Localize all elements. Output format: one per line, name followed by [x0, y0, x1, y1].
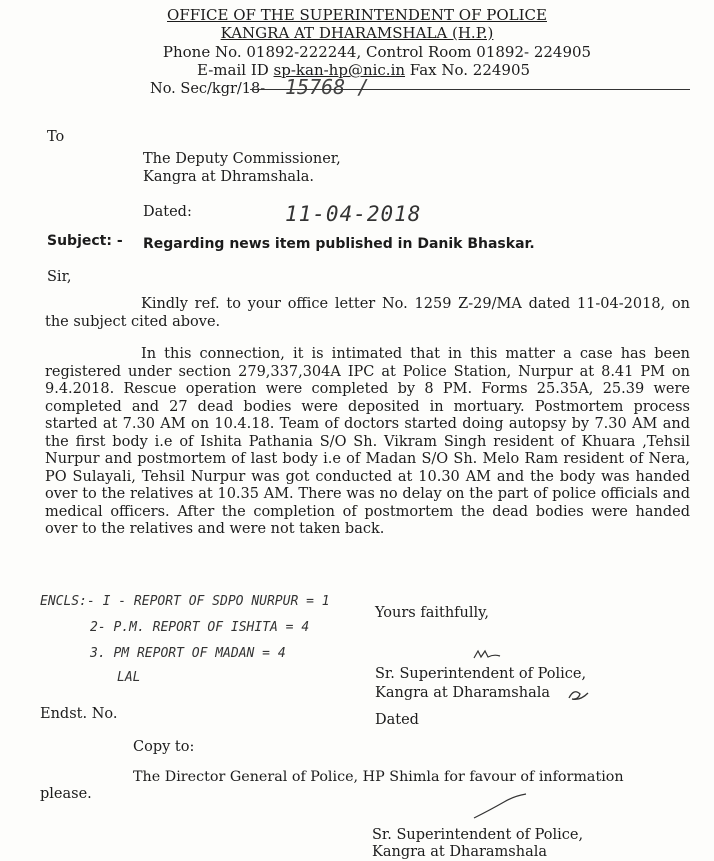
copy-please: please.: [40, 786, 92, 802]
office-title: OFFICE OF THE SUPERINTENDENT OF POLICE: [167, 6, 547, 24]
signature-initials: [472, 648, 502, 662]
salutation: Sir,: [47, 269, 72, 285]
email-label: E-mail ID: [197, 61, 274, 79]
endorsement-signature: [470, 792, 530, 822]
addressee-line-1: The Deputy Commissioner,: [143, 151, 341, 167]
office-location: KANGRA AT DHARAMSHALA (H.P.): [220, 24, 494, 42]
closing-yours-faithfully: Yours faithfully,: [375, 605, 490, 621]
header-rule: [250, 89, 690, 90]
subject-label: Subject: -: [47, 233, 123, 249]
reference-label: No. Sec/kgr/18-: [150, 81, 266, 97]
office-phone: Phone No. 01892-222244, Control Room 01892- 224905: [162, 43, 592, 61]
closing-place: Kangra at Dharamshala: [375, 685, 551, 701]
endorsement-number-label: Endst. No.: [40, 706, 118, 722]
enclosure-line-3: 3. PM REPORT OF MADAN = 4: [90, 646, 286, 661]
signature-flourish: [566, 686, 592, 704]
body-paragraph-2: In this connection, it is intimated that in this matter a case has been registered under section 279,337,304A IPC at Police Station, Nurpur at 8.41 PM on 9.4.2018. Rescue operation were completed by 8 PM. Forms 25.35A, 25.39 were completed and 27 dead bodies were deposited in mortuary. Postmortem process started at 7.30 AM on 10.4.18. Team of doctors started doing autopsy by 7.30 AM and the first body i.e of Ishita Pathania S/O Sh. Vikram Singh resident of Khuara ,Tehsil Nurpur and postmortem of last body i.e of Madan S/O Sh. Melo Ram resident of Nera, PO Sulayali, Tehsil Nurpur was got conducted at 10.30 AM and the body was handed over to the relatives at 10.35 AM. There was no delay on the part of police officials and medical officers. After the completion of postmortem the dead bodies were handed over to the relatives and were not taken back.: [45, 346, 690, 537]
subject-text: Regarding news item published in Danik Bhaskar.: [143, 236, 535, 252]
enclosure-line-1: ENCLS:- I - REPORT OF SDPO NURPUR = 1: [40, 594, 330, 609]
copy-recipient: The Director General of Police, HP Shimla for favour of information: [133, 769, 624, 785]
to-label: To: [47, 129, 65, 145]
closing-designation: Sr. Superintendent of Police,: [375, 666, 587, 682]
endorsement-designation: Sr. Superintendent of Police,: [372, 827, 584, 843]
fax-number: Fax No. 224905: [405, 61, 531, 79]
email-link[interactable]: sp-kan-hp@nic.in: [273, 61, 406, 79]
enclosure-line-4: LAL: [117, 670, 141, 685]
addressee-line-2: Kangra at Dhramshala.: [143, 169, 314, 185]
handwritten-date: 11-04-2018: [285, 202, 422, 226]
endorsement-dated-label: Dated: [375, 712, 419, 728]
enclosure-line-2: 2- P.M. REPORT OF ISHITA = 4: [90, 620, 310, 635]
body-paragraph-1: Kindly ref. to your office letter No. 1259 Z-29/MA dated 11-04-2018, on the subject cited above.: [45, 296, 690, 330]
reference-handwritten-number: 15768 /: [285, 75, 370, 99]
endorsement-place: Kangra at Dharamshala: [372, 844, 548, 860]
copy-to-label: Copy to:: [133, 739, 195, 755]
date-label: Dated:: [143, 204, 192, 220]
